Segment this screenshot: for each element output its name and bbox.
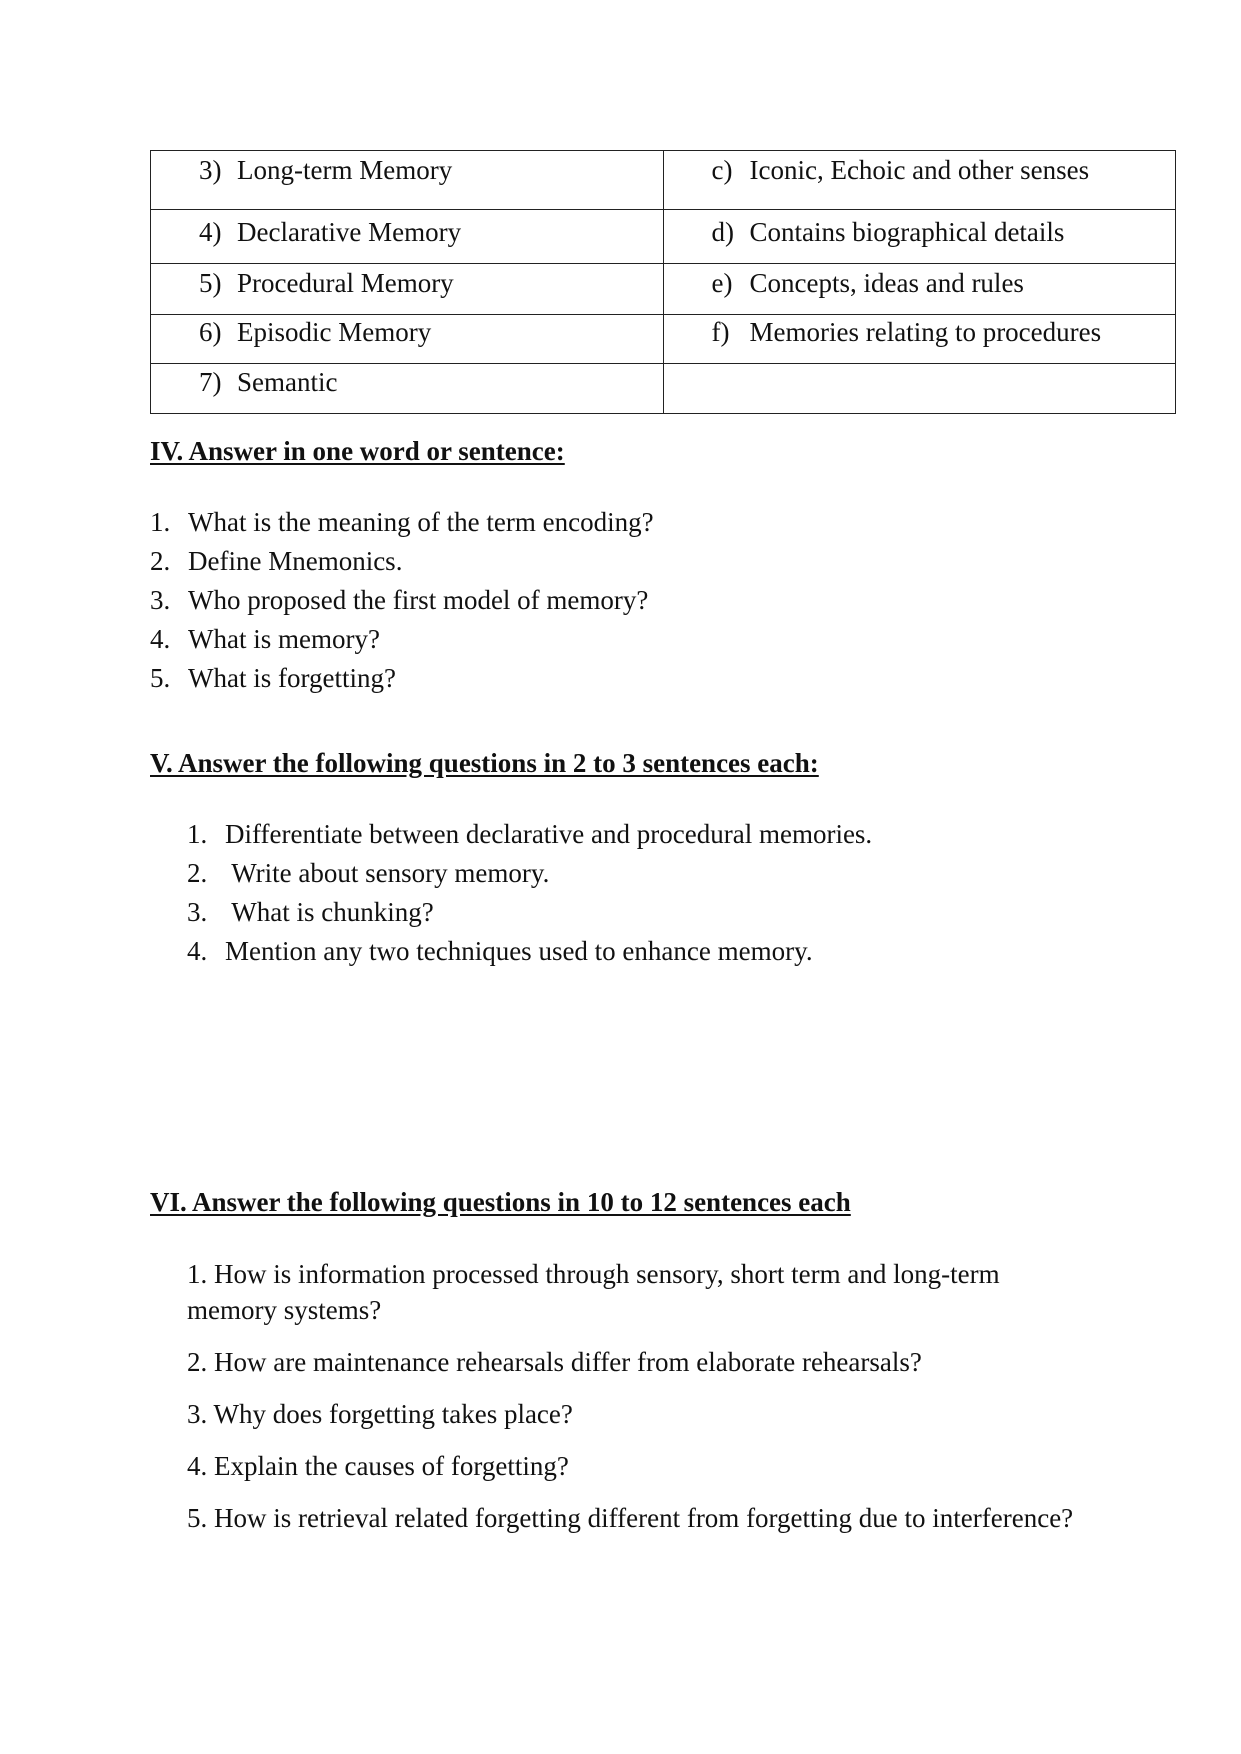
table-row — [151, 210, 1176, 264]
item-number: 5. — [150, 663, 171, 693]
list-item: 4. Explain the causes of forgetting? — [187, 1451, 569, 1481]
table-cell-left — [151, 315, 664, 364]
item-number: 2. — [150, 546, 171, 576]
item-number: 1. — [150, 507, 171, 537]
item-letter: d) — [711, 217, 734, 247]
item-text: Concepts, ideas and rules — [749, 268, 1024, 298]
matching-table — [150, 150, 1176, 414]
item-number: 4. — [187, 936, 208, 966]
list-item: 2. How are maintenance rehearsals differ from elaborate rehearsals? — [187, 1347, 922, 1377]
item-letter: f) — [711, 317, 730, 347]
list-item: 3. Why does forgetting takes place? — [187, 1399, 573, 1429]
table-cell-right — [663, 210, 1176, 264]
section-v-heading: V. Answer the following questions in 2 to 3 sentences each: — [150, 748, 819, 778]
list-item — [150, 503, 654, 542]
table-row — [151, 151, 1176, 210]
list-item — [187, 854, 872, 893]
item-number: 6) — [199, 317, 222, 347]
table-cell-left — [151, 210, 664, 264]
table-cell-left — [151, 151, 664, 210]
table-row — [151, 364, 1176, 414]
list-item: 1. How is information processed through sensory, short term and long-term memory systems? — [187, 1259, 1000, 1325]
item-text: What is chunking? — [225, 897, 434, 927]
item-number: 5) — [199, 268, 222, 298]
list-item — [150, 620, 654, 659]
section-v-list — [187, 815, 872, 971]
item-text: What is forgetting? — [188, 663, 396, 693]
item-text: Differentiate between declarative and procedural memories. — [225, 819, 873, 849]
section-iv-heading: IV. Answer in one word or sentence: — [150, 436, 565, 466]
item-text: Contains biographical details — [749, 217, 1065, 247]
item-number: 2. — [187, 858, 208, 888]
item-text: What is memory? — [188, 624, 380, 654]
item-number: 4) — [199, 217, 222, 247]
item-number: 3. — [150, 585, 171, 615]
item-text: Who proposed the first model of memory? — [188, 585, 649, 615]
item-text: Mention any two techniques used to enhance memory. — [225, 936, 813, 966]
item-letter: e) — [711, 268, 733, 298]
item-number: 4. — [150, 624, 171, 654]
list-item — [150, 659, 654, 698]
table-cell-left — [151, 264, 664, 315]
list-item — [150, 542, 654, 581]
item-text: Memories relating to procedures — [749, 317, 1102, 347]
item-text: Declarative Memory — [237, 217, 462, 247]
list-item — [187, 893, 872, 932]
table-row — [151, 264, 1176, 315]
section-vi-heading: VI. Answer the following questions in 10 to 12 sentences each — [150, 1187, 851, 1217]
section-iv-list — [150, 503, 654, 698]
item-text: Semantic — [237, 367, 338, 397]
item-letter: c) — [711, 155, 733, 185]
item-text: Write about sensory memory. — [225, 858, 550, 888]
item-text: Long-term Memory — [237, 155, 453, 185]
list-item: 5. How is retrieval related forgetting different from forgetting due to interference? — [187, 1503, 1074, 1533]
item-number: 1. — [187, 819, 208, 849]
item-number: 3. — [187, 897, 208, 927]
item-number: 3) — [199, 155, 222, 185]
list-item — [150, 581, 654, 620]
table-row — [151, 315, 1176, 364]
table-cell-right — [663, 315, 1176, 364]
item-text: Procedural Memory — [237, 268, 454, 298]
item-number: 7) — [199, 367, 222, 397]
table-cell-left — [151, 364, 664, 414]
item-text: Iconic, Echoic and other senses — [749, 155, 1090, 185]
item-text: What is the meaning of the term encoding? — [188, 507, 654, 537]
item-text: Episodic Memory — [237, 317, 432, 347]
list-item — [187, 932, 872, 971]
section-vi-list — [187, 1256, 1087, 1552]
list-item — [187, 815, 872, 854]
item-text: Define Mnemonics. — [188, 546, 403, 576]
table-cell-right — [663, 364, 1176, 414]
table-cell-right — [663, 151, 1176, 210]
table-cell-right — [663, 264, 1176, 315]
